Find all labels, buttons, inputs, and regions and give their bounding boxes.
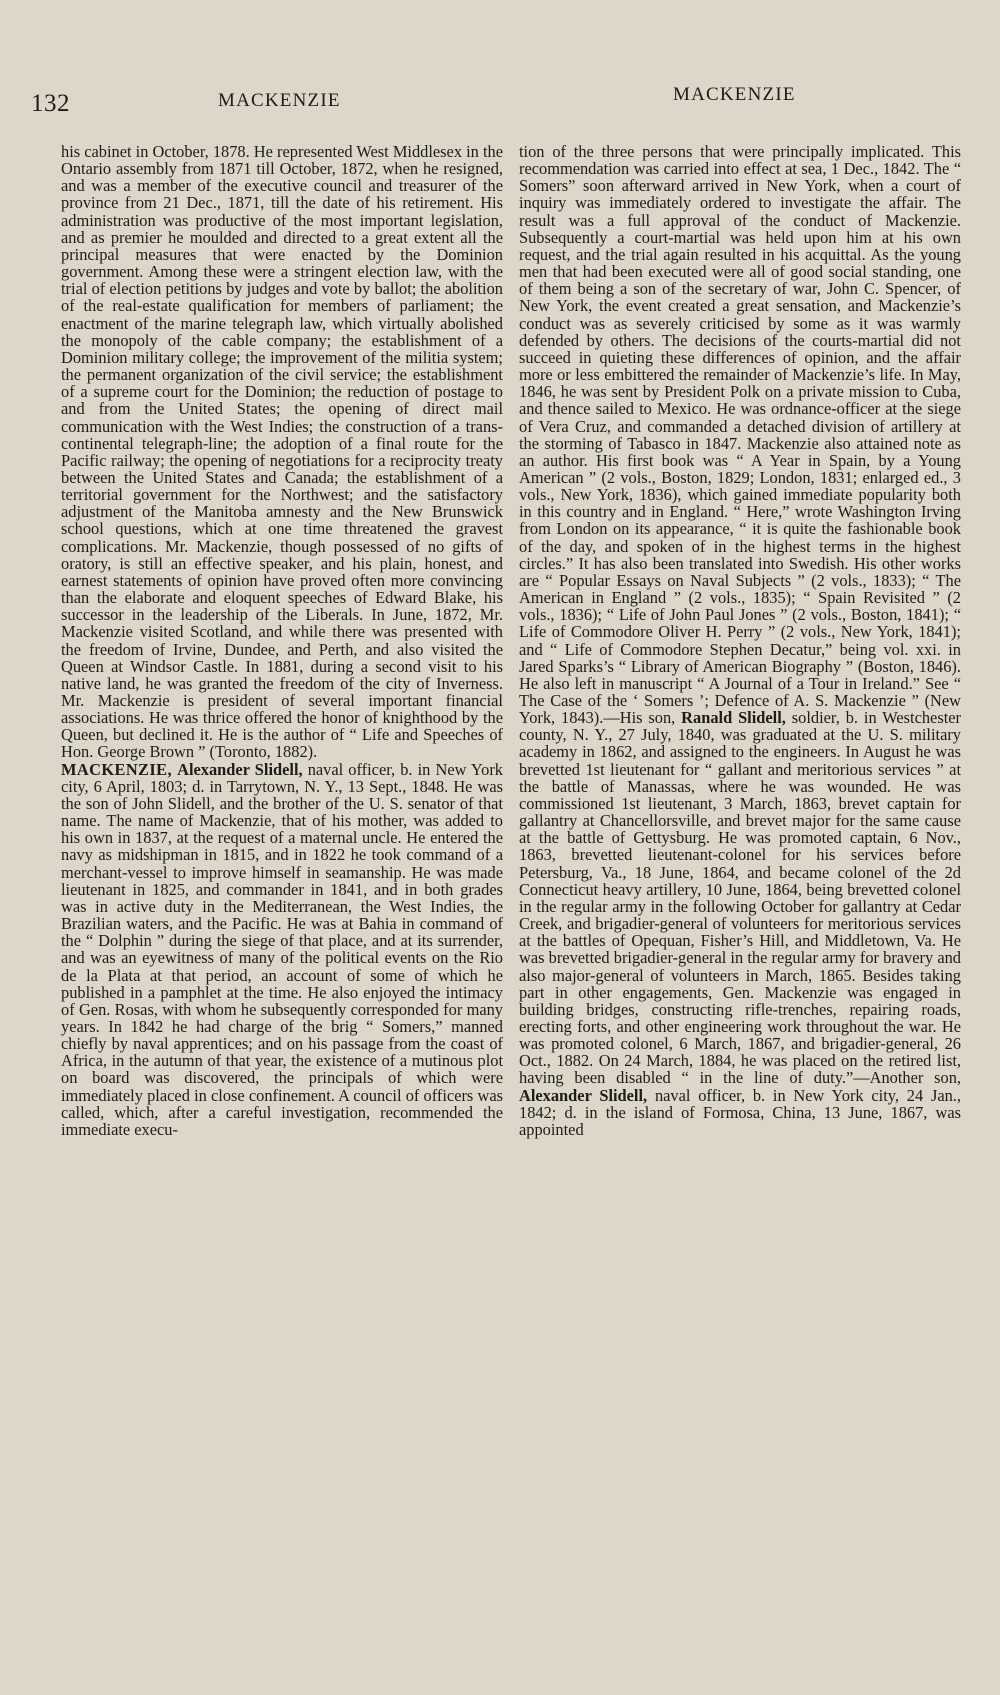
- paragraph-mackenzie-alexander-continued: his cabinet in October, 1878. He represented West Middlesex in the Ontario assembly from 1871 till October, 1872, when he resigned, and was a member of the executive council and treasurer of the province from 21 Dec., 1871, till the date of his retirement. His administration was productive of the most important legislation, and as premier he moulded and directed to a great extent all the principal measures that were enacted by the Dominion government. Among these were a stringent election law, with the trial of election petitions by judges and vote by ballot; the abolition of the real-estate qualification for members of parliament; the enactment of the marine telegraph law, which virtually abolished the monopoly of the cable company; the establishment of a Dominion military college; the improvement of the militia system; the permanent organization of the civil service; the establishment of a supreme court for the Dominion; the reduction of postage to and from the United States; the opening of direct mail communication with the West Indies; the construction of a trans-continental telegraph-line; the adoption of a final route for the Pacific railway; the opening of negotiations for a reciprocity treaty between the United States and Canada; the establishment of a territorial government for the Northwest; and the satisfactory adjustment of the Manitoba amnesty and the New Brunswick school questions, which at one time threatened the gravest complications. Mr. Mackenzie, though possessed of no gifts of oratory, is still an effective speaker, and his plain, honest, and earnest statements of opinion have proved often more convincing than the elaborate and eloquent speeches of Edward Blake, his successor in the leadership of the Liberals. In June, 1872, Mr. Mackenzie visited Scotland, and while there was presented with the freedom of Irvine, Dundee, and Perth, and also visited the Queen at Windsor Castle. In 1881, during a second visit to his native land, he was granted the freedom of the city of Inverness. Mr. Mackenzie is president of several important financial associations. He was thrice offered the honor of knighthood by the Queen, but declined it. He is the author of “ Life and Speeches of Hon. George Brown ” (Toronto, 1882).: [61, 143, 503, 762]
- paragraph-ranald-text: soldier, b. in Westchester county, N. Y., 27 July, 1840, was graduated at the U. S. military academy in 1862, and assigned to the engineers. In August he was brevetted 1st lieutenant for “ gallant and meritorious services ” at the battle of Manassas, where he was wounded. He was commissioned 1st lieutenant, 3 March, 1863, brevet captain for gallantry at Chancellorsville, and brevet major for the same cause at the battle of Gettysburg. He was promoted captain, 6 Nov., 1863, brevetted lieutenant-colonel for his services before Petersburg, Va., 18 June, 1864, and became colonel of the 2d Connecticut heavy artillery, 10 June, 1864, being brevetted colonel in the regular army in the following October for gallantry at Cedar Creek, and brigadier-general of volunteers for meritorious services at the battles of Opequan, Fisher’s Hill, and Middletown, Va. He was brevetted brigadier-general in the regular army for bravery and also major-general of volunteers in March, 1865. Besides taking part in other engagements, Gen. Mackenzie was engaged in building bridges, constructing rifle-trenches, repairing roads, erecting forts, and other engineering work throughout the war. He was promoted colonel, 6 March, 1867, and brigadier-general, 26 Oct., 1882. On 24 March, 1884, he was placed on the retired list, having been disabled “ in the line of duty.”—Another son,: [519, 708, 961, 1088]
- paragraph-somers-affair: [519, 143, 961, 1138]
- entry-surname: MACKENZIE,: [61, 759, 173, 779]
- entry-body: naval officer, b. in New York city, 6 April, 1803; d. in Tarrytown, N. Y., 13 Sept., 1848. He was the son of John Slidell, and the brother of the U. S. senator of that name. The name of Mackenzie, that of his mother, was added to his own in 1837, at the request of a maternal uncle. He entered the navy as midshipman in 1815, and in 1822 he took command of a merchant-vessel to improve himself in seamanship. He was made lieutenant in 1825, and commander in 1841, and in both grades was in active duty in the Mediterranean, the West Indies, the Brazilian waters, and the Pacific. He was at Bahia in command of the “ Dolphin ” during the siege of that place, and at its surrender, and was an eyewitness of many of the political events on the Rio de la Plata at that period, an account of some of which he published in a pamphlet at the time. He also enjoyed the intimacy of Gen. Rosas, with whom he subsequently corresponded for many years. In 1842 he had charge of the brig “ Somers,” manned chiefly by naval apprentices; and on his passage from the coast of Africa, in the autumn of that year, the existence of a mutinous plot on board was discovered, the principals of which were immediately placed in close confinement. A council of officers was called, which, after a careful investigation, recommended the immediate execu-: [61, 759, 503, 1139]
- entry-given-names: Alexander Slidell,: [177, 759, 303, 779]
- paragraph-text: tion of the three persons that were principally implicated. This recommendation was carried into effect at sea, 1 Dec., 1842. The “ Somers” soon afterward arrived in New York, when a court of inquiry was immediately ordered to investigate the affair. The result was a full approval of the conduct of Mackenzie. Subsequently a court-martial was held upon him at his own request, and the trial again resulted in his acquittal. As the young men that had been executed were all of good social standing, one of them being a son of the secretary of war, John C. Spencer, of New York, the event created a great sensation, and Mackenzie’s conduct was as severely criticised by some as it was warmly defended by others. The decisions of the courts-martial did not succeed in quieting these differences of opinion, and the affair more or less embittered the remainder of Mackenzie’s life. In May, 1846, he was sent by President Polk on a private mission to Cuba, and thence sailed to Mexico. He was ordnance-officer at the siege of Vera Cruz, and commanded a detached division of artillery at the storming of Tabasco in 1847. Mackenzie also attained note as an author. His first book was “ A Year in Spain, by a Young American ” (2 vols., Boston, 1829; London, 1831; enlarged ed., 3 vols., New York, 1836), which gained immediate popularity both in this country and in England. “ Here,” wrote Washington Irving from London on its appearance, “ it is quite the fashionable book of the day, and spoken of in the highest terms in the highest circles.” It has also been translated into Swedish. His other works are “ Popular Essays on Naval Subjects ” (2 vols., 1833); “ The American in England ” (2 vols., 1835); “ Spain Revisited ” (2 vols., 1836); “ Life of John Paul Jones ” (2 vols., Boston, 1841); “ Life of Commodore Oliver H. Perry ” (2 vols., New York, 1841); and “ Life of Commodore Stephen Decatur,” being vol. xxi. in Jared Sparks’s “ Library of American Biography ” (Boston, 1846). He also left in manuscript “ A Journal of a Tour in Ireland.” See “ The Case of the ‘ Somers ’; Defence of A. S. Mackenzie ” (New York, 1843).—His son,: [519, 143, 961, 728]
- entry-mackenzie-alexander-slidell: [61, 761, 503, 1138]
- right-column: [519, 143, 961, 1673]
- right-running-head: MACKENZIE: [673, 84, 796, 105]
- left-column: [61, 143, 503, 1673]
- page-header: [0, 84, 1000, 124]
- left-running-head: MACKENZIE: [218, 90, 341, 111]
- name-ranald-slidell: Ranald Slidell,: [681, 708, 786, 728]
- paragraph-alexander-text: naval officer, b. in New York city, 24 Jan., 1842; d. in the island of Formosa, China, 13 June, 1867, was appointed: [519, 1085, 961, 1139]
- name-alexander-slidell: Alexander Slidell,: [519, 1085, 648, 1105]
- page-number: 132: [31, 90, 70, 117]
